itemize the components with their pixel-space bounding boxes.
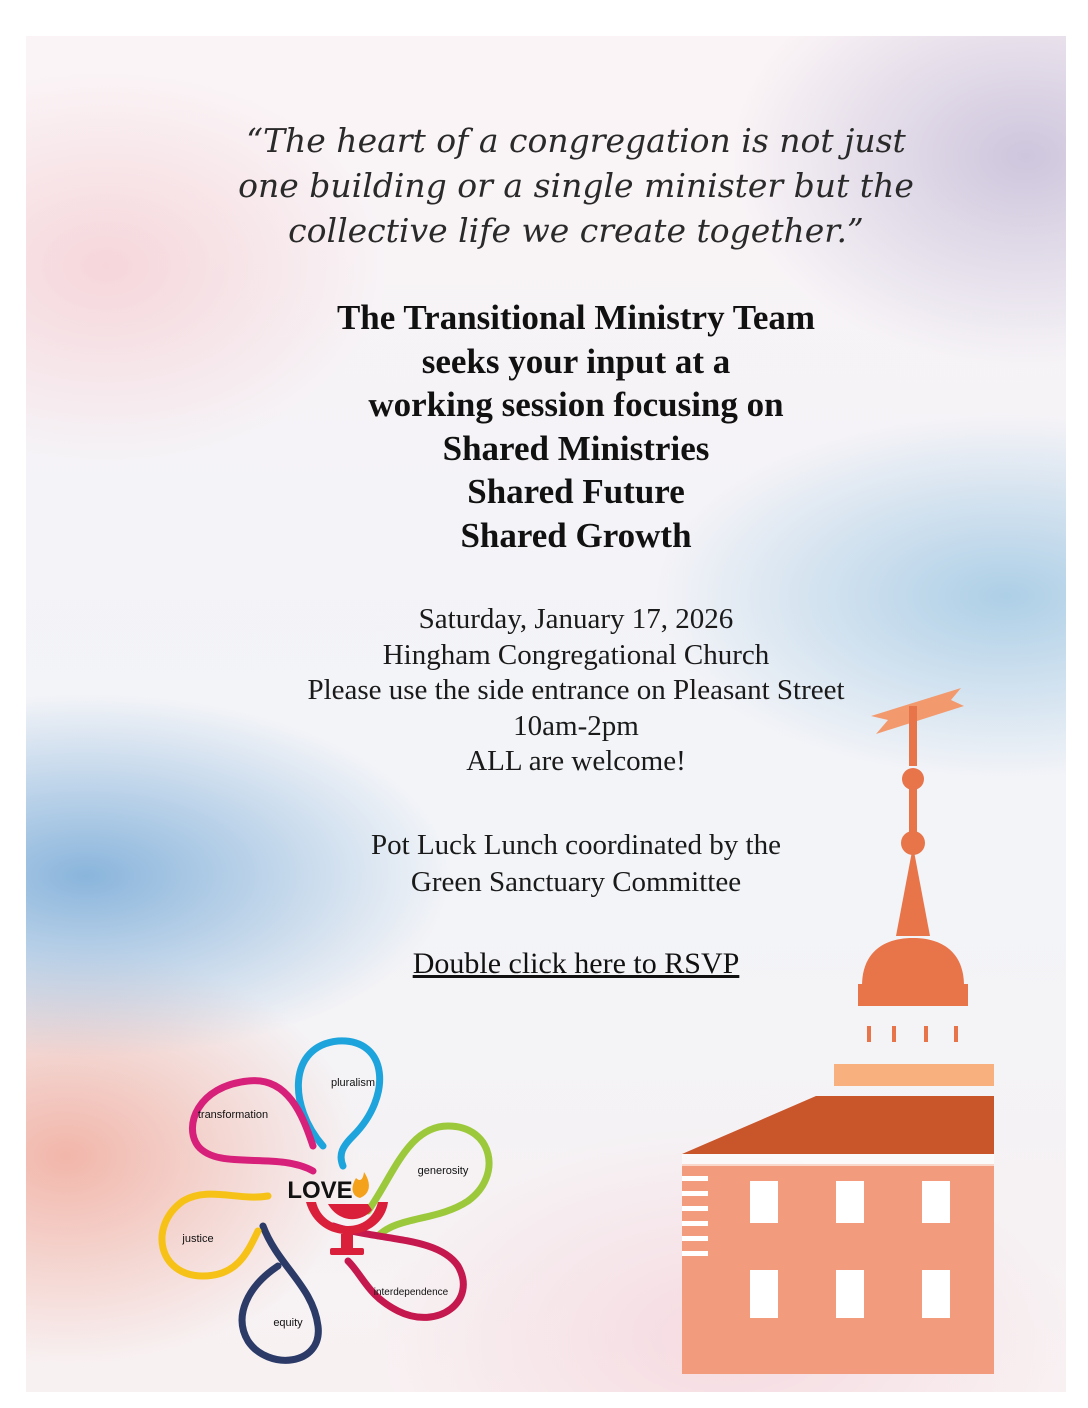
window: [922, 1181, 950, 1223]
potluck-line: Pot Luck Lunch coordinated by the: [371, 829, 781, 861]
transformation-petal: [192, 1081, 313, 1171]
church-steeple-illustration: [666, 676, 1006, 1386]
justice-label: justice: [182, 1233, 214, 1245]
headline-line: The Transitional Ministry Team: [336, 298, 816, 337]
transformation-label: transformation: [197, 1109, 269, 1121]
quote-line: one building or a single minister but the: [238, 166, 914, 205]
generosity-petal: [368, 1126, 489, 1236]
love-label: LOVE: [287, 1177, 353, 1204]
flyer-page: [26, 36, 1066, 1392]
uu-values-logo: [138, 1026, 508, 1392]
headline-line: working session focusing on: [368, 385, 784, 424]
window: [750, 1270, 778, 1318]
quote-line: collective life we create together.”: [288, 211, 864, 250]
event-date: Saturday, January 17, 2026: [418, 603, 734, 635]
potluck-line: Green Sanctuary Committee: [410, 866, 742, 898]
opening-quote: [26, 118, 1066, 253]
headline-line: Shared Future: [467, 472, 685, 511]
quote-line: “The heart of a congregation is not just: [246, 121, 906, 160]
window: [836, 1270, 864, 1318]
window: [836, 1181, 864, 1223]
headline-line: Shared Ministries: [442, 428, 710, 468]
weathervane-icon: [871, 688, 964, 734]
headline-line: Shared Growth: [460, 515, 692, 555]
window: [750, 1181, 778, 1223]
window: [922, 1270, 950, 1318]
generosity-label: generosity: [417, 1165, 469, 1177]
interdependence-label: interdependence: [373, 1287, 449, 1298]
event-entrance-note: Please use the side entrance on Pleasant Street: [307, 674, 845, 706]
event-welcome: ALL are welcome!: [466, 745, 686, 777]
equity-label: equity: [273, 1317, 303, 1329]
headline: [26, 296, 1066, 557]
rsvp-link[interactable]: Double click here to RSVP: [412, 947, 740, 980]
pluralism-label: pluralism: [330, 1077, 376, 1089]
event-location: Hingham Congregational Church: [382, 638, 770, 671]
justice-petal: [162, 1194, 268, 1276]
event-time: 10am-2pm: [513, 709, 639, 742]
headline-line: seeks your input at a: [421, 341, 731, 381]
